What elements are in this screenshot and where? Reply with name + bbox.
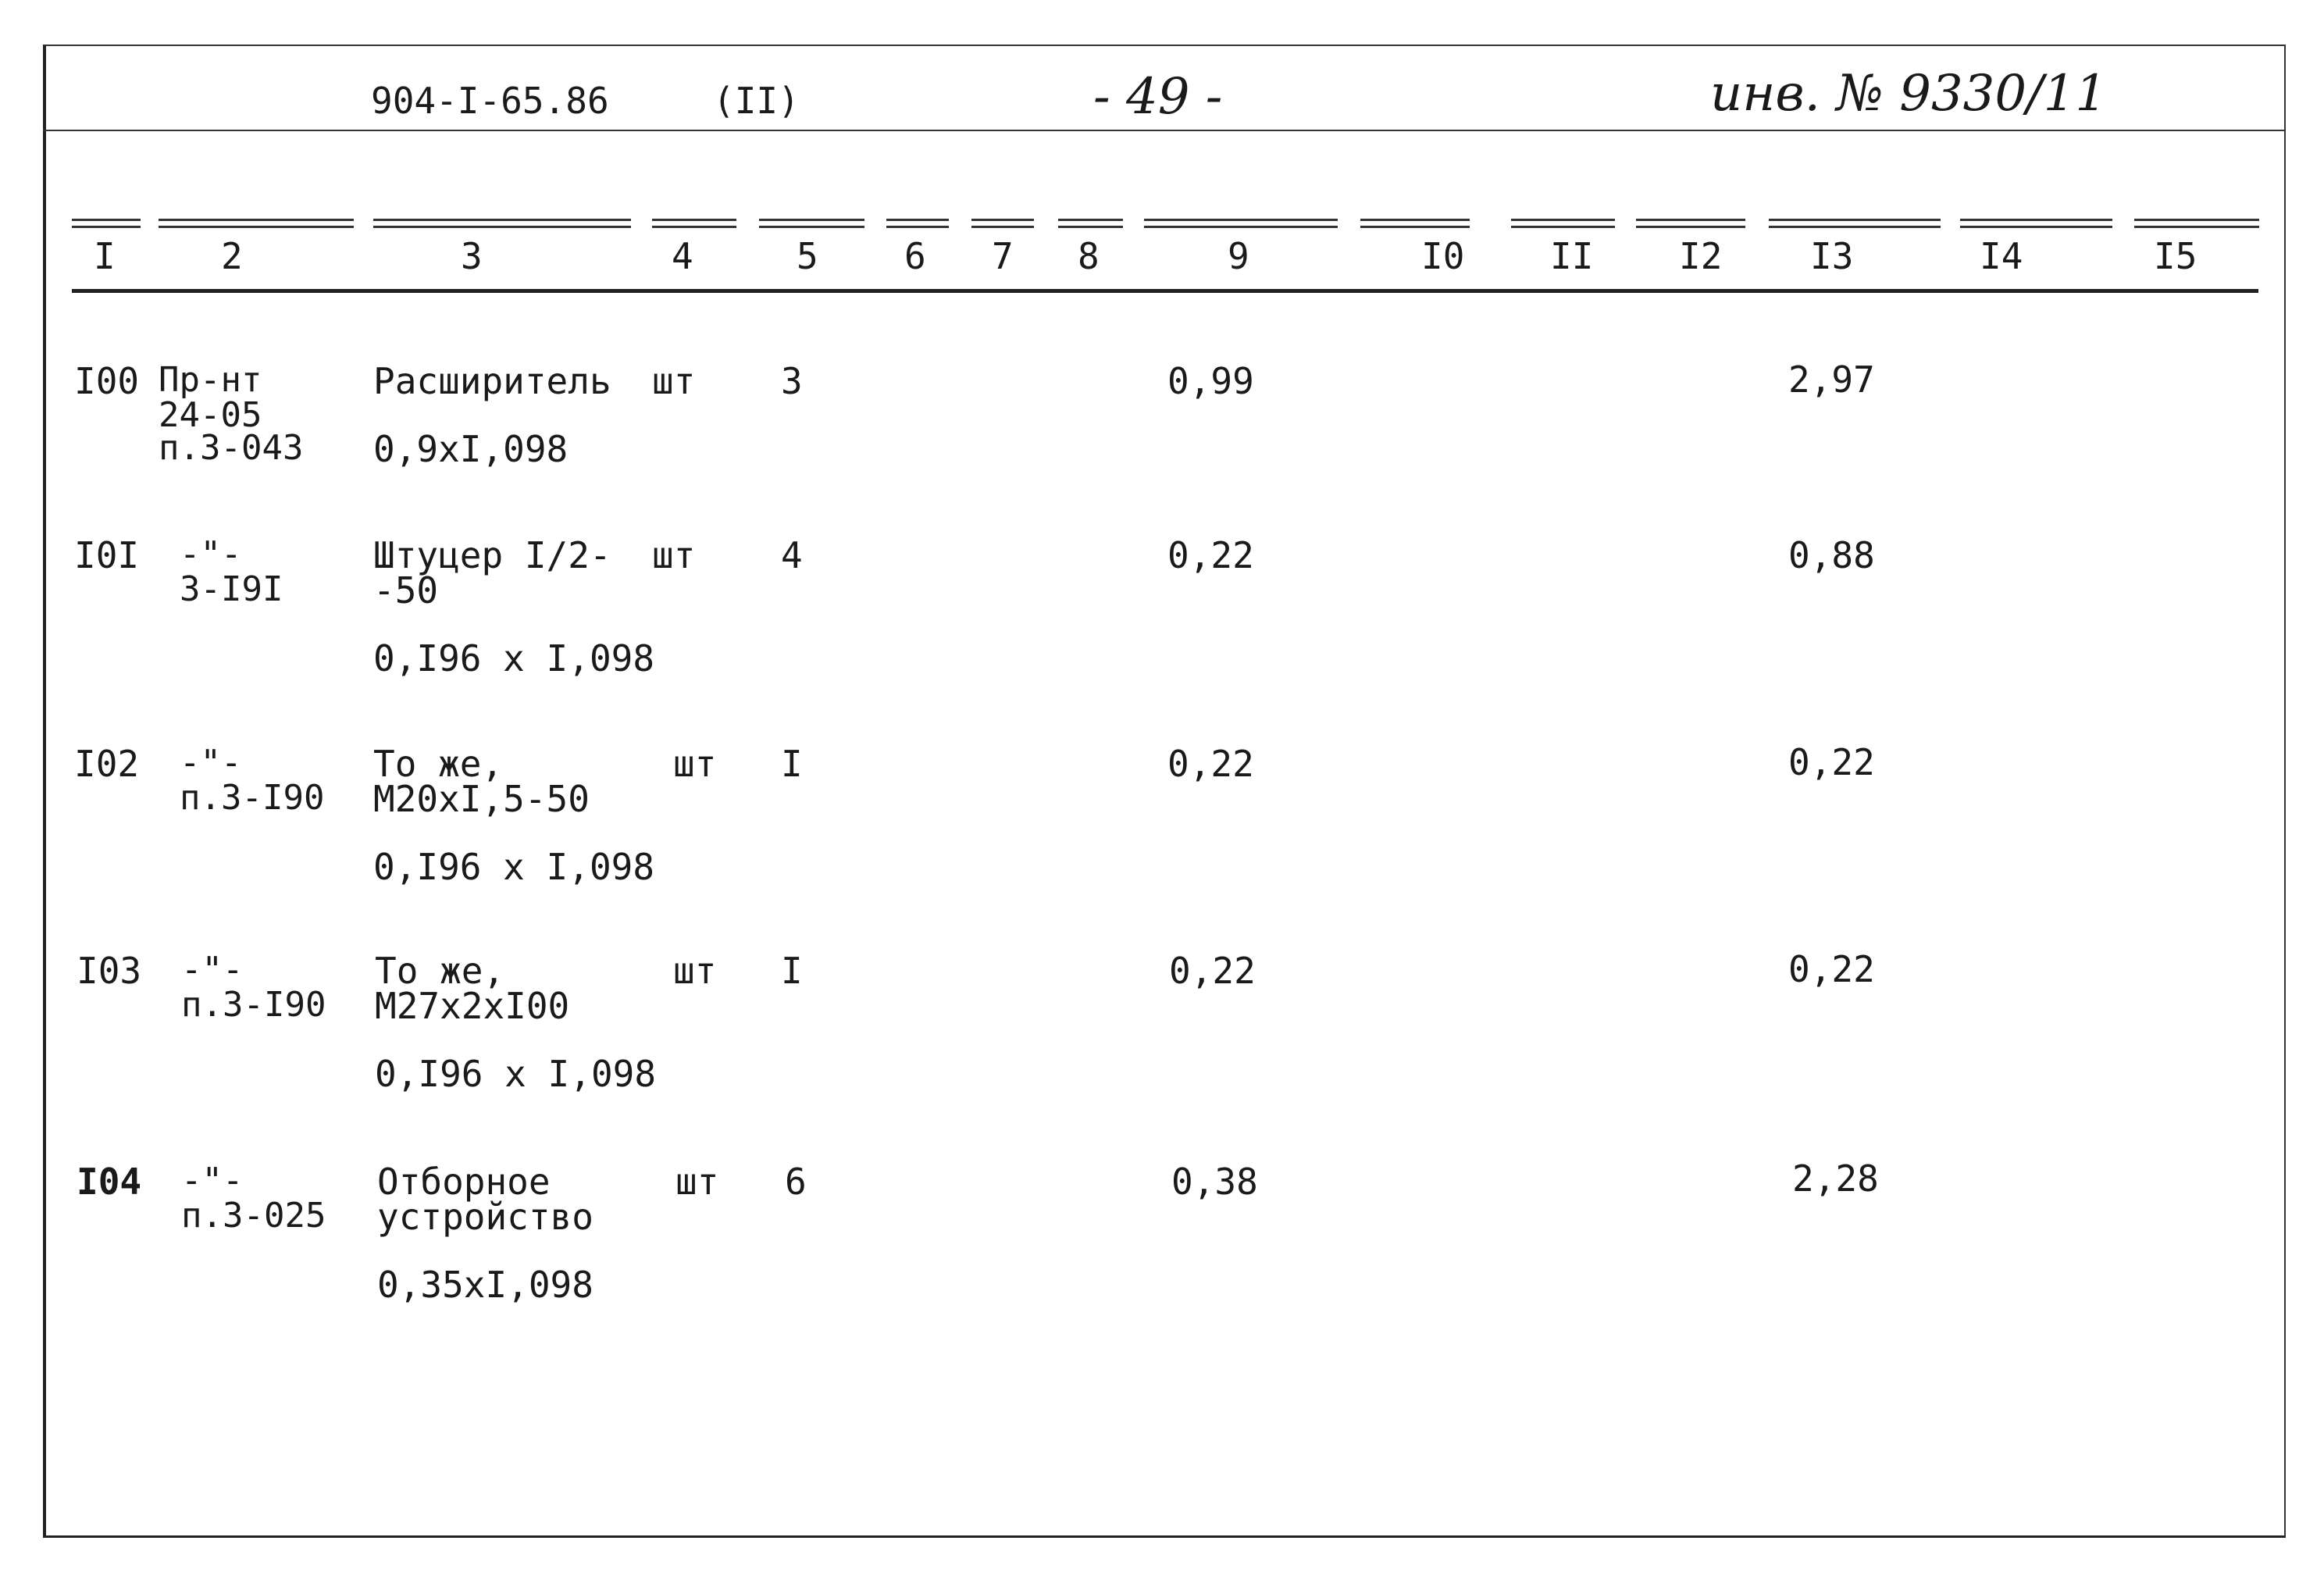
row-name: -50 xyxy=(373,569,439,612)
column-rule xyxy=(886,219,949,228)
row-unit-value: 0,38 xyxy=(1171,1161,1258,1203)
row-reference: 3-I9I xyxy=(180,569,283,609)
column-number: 4 xyxy=(672,235,693,277)
row-name: Расширитель xyxy=(373,360,611,402)
row-reference: п.3-I90 xyxy=(180,778,325,818)
row-name: То же, xyxy=(373,743,504,785)
row-formula: 0,9xI,098 xyxy=(373,428,569,470)
row-name: М27х2хI00 xyxy=(375,985,570,1027)
column-number: 2 xyxy=(221,235,243,277)
column-rule xyxy=(1769,219,1941,228)
row-total: 0,88 xyxy=(1788,534,1875,576)
row-number: I03 xyxy=(77,950,142,992)
row-unit: шт xyxy=(673,743,717,785)
column-rule xyxy=(373,219,631,228)
column-number: I4 xyxy=(1980,235,2023,277)
column-rule xyxy=(1360,219,1470,228)
row-reference: -"- xyxy=(181,1161,244,1200)
row-name: устройство xyxy=(377,1196,593,1238)
column-rule xyxy=(759,219,864,228)
column-number: 9 xyxy=(1228,235,1249,277)
row-number: I04 xyxy=(77,1161,142,1203)
row-reference: п.3-043 xyxy=(159,428,304,468)
row-unit: шт xyxy=(652,534,696,576)
row-name: То же, xyxy=(375,950,505,992)
column-number: 5 xyxy=(797,235,818,277)
row-quantity: 4 xyxy=(781,534,803,576)
row-unit-value: 0,22 xyxy=(1169,950,1256,992)
row-quantity: 6 xyxy=(785,1161,807,1203)
row-quantity: I xyxy=(781,950,803,992)
row-quantity: 3 xyxy=(781,360,803,402)
row-unit: шт xyxy=(673,950,717,992)
row-reference: п.3-I90 xyxy=(181,985,326,1025)
row-total: 2,97 xyxy=(1788,358,1875,401)
inventory-number: инв. № 9330/11 xyxy=(1710,65,2108,123)
column-rule xyxy=(971,219,1034,228)
row-name: Штуцер I/2- xyxy=(373,534,611,576)
row-reference: Пр-нт xyxy=(159,360,262,400)
row-formula: 0,35xI,098 xyxy=(377,1264,593,1306)
row-number: I00 xyxy=(74,360,140,402)
column-rule xyxy=(2134,219,2259,228)
row-unit: шт xyxy=(675,1161,719,1203)
row-reference: 24-05 xyxy=(159,395,262,435)
row-reference: п.3-025 xyxy=(181,1196,326,1236)
column-rule xyxy=(1636,219,1745,228)
column-rule xyxy=(1960,219,2112,228)
column-number: 3 xyxy=(461,235,483,277)
column-number: II xyxy=(1550,235,1594,277)
header-bottom-rule xyxy=(72,289,2258,293)
row-formula: 0,I96 x I,098 xyxy=(373,637,655,679)
column-number: 8 xyxy=(1078,235,1100,277)
column-rule xyxy=(1144,219,1338,228)
row-reference: -"- xyxy=(180,534,242,574)
header-divider xyxy=(43,130,2286,131)
column-rule xyxy=(1058,219,1123,228)
column-number: I2 xyxy=(1679,235,1723,277)
row-quantity: I xyxy=(781,743,803,785)
column-rule xyxy=(72,219,141,228)
row-name: М20хI,5-50 xyxy=(373,778,590,820)
column-number: 6 xyxy=(904,235,926,277)
column-number: I5 xyxy=(2154,235,2197,277)
section-number: (II) xyxy=(713,80,800,122)
row-unit-value: 0,99 xyxy=(1167,360,1254,402)
column-number: I0 xyxy=(1421,235,1465,277)
row-reference: -"- xyxy=(181,950,244,990)
row-reference: -"- xyxy=(180,743,242,783)
column-rule xyxy=(159,219,354,228)
row-number: I0I xyxy=(74,534,140,576)
row-formula: 0,I96 x I,098 xyxy=(375,1053,657,1095)
column-number: I3 xyxy=(1810,235,1854,277)
column-rule xyxy=(652,219,736,228)
column-number: 7 xyxy=(992,235,1014,277)
row-unit: шт xyxy=(652,360,696,402)
doc-code: 904-I-65.86 xyxy=(371,80,609,122)
row-number: I02 xyxy=(74,743,140,785)
row-name: Отборное xyxy=(377,1161,551,1203)
column-rule xyxy=(1511,219,1615,228)
row-formula: 0,I96 x I,098 xyxy=(373,846,655,888)
row-unit-value: 0,22 xyxy=(1167,743,1254,785)
page-number: - 49 - xyxy=(1093,68,1223,126)
row-unit-value: 0,22 xyxy=(1167,534,1254,576)
row-total: 0,22 xyxy=(1788,741,1875,783)
row-total: 2,28 xyxy=(1792,1157,1879,1200)
row-total: 0,22 xyxy=(1788,948,1875,990)
column-number: I xyxy=(94,235,116,277)
